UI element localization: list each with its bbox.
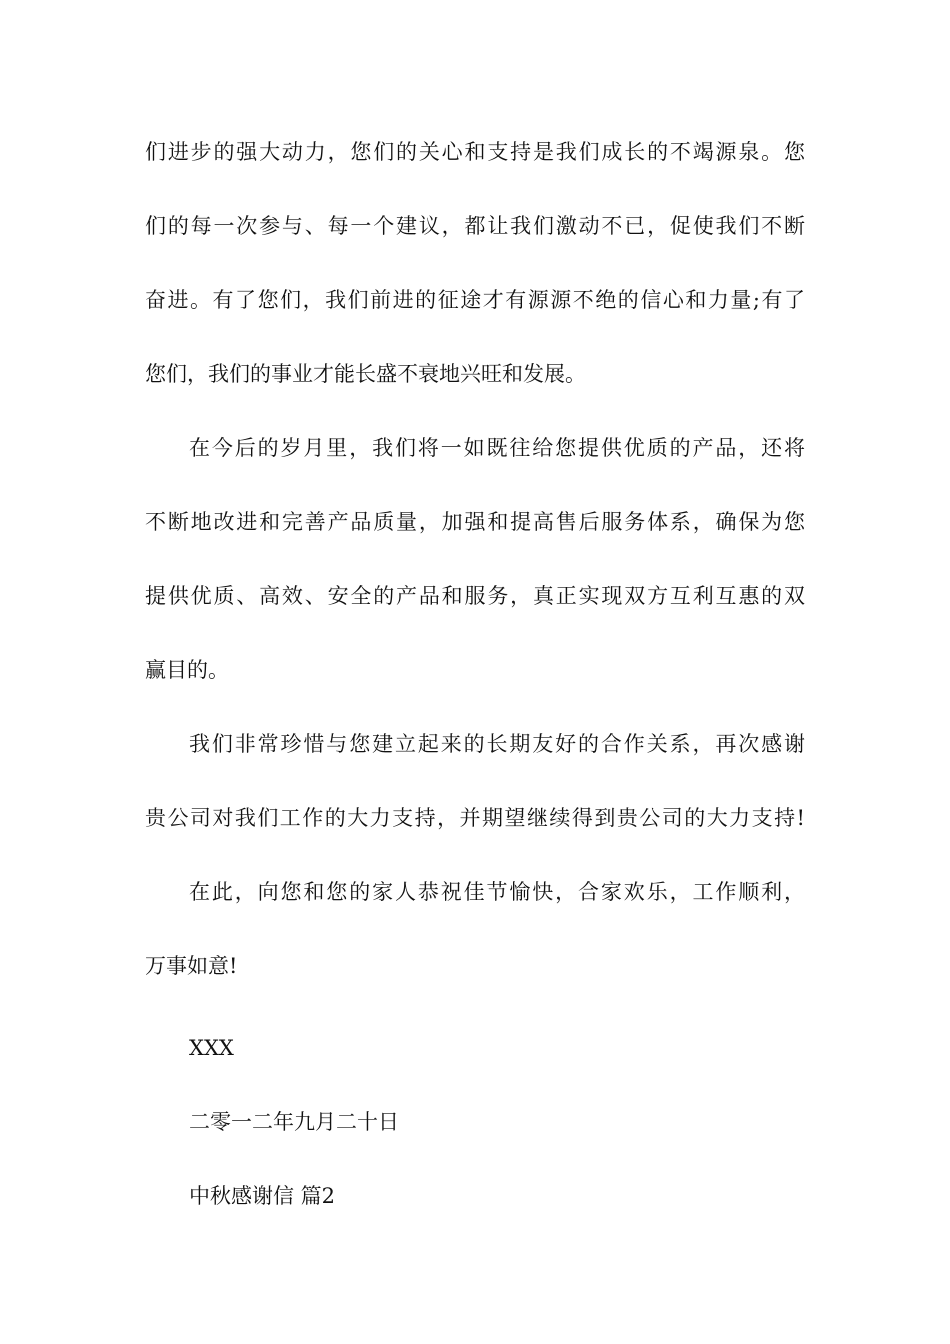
paragraph-3-line-1: 我们非常珍惜与您建立起来的长期友好的合作关系，再次感谢: [189, 732, 805, 756]
signature: XXX: [189, 1036, 234, 1060]
paragraph-4-line-2: 万事如意!: [145, 954, 238, 978]
paragraph-2-line-1: 在今后的岁月里，我们将一如既往给您提供优质的产品，还将: [189, 436, 805, 460]
paragraph-1-line-2: 们的每一次参与、每一个建议，都让我们激动不已，促使我们不断: [145, 214, 805, 238]
letter-date: 二零一二年九月二十日: [189, 1110, 399, 1134]
paragraph-3-line-2: 贵公司对我们工作的大力支持，并期望继续得到贵公司的大力支持!: [145, 806, 805, 830]
paragraph-2-line-4: 赢目的。: [145, 658, 229, 682]
paragraph-2-line-2: 不断地改进和完善产品质量，加强和提高售后服务体系，确保为您: [145, 510, 805, 534]
paragraph-1-line-3: 奋进。有了您们，我们前进的征途才有源源不绝的信心和力量;有了: [145, 288, 805, 312]
next-letter-heading: 中秋感谢信 篇2: [189, 1184, 336, 1208]
paragraph-1-line-4: 您们，我们的事业才能长盛不衰地兴旺和发展。: [145, 362, 586, 386]
paragraph-2-line-3: 提供优质、高效、安全的产品和服务，真正实现双方互利互惠的双: [145, 584, 805, 608]
paragraph-1-line-1: 们进步的强大动力，您们的关心和支持是我们成长的不竭源泉。您: [145, 140, 805, 164]
paragraph-4-line-1: 在此，向您和您的家人恭祝佳节愉快，合家欢乐，工作顺利，: [189, 880, 805, 904]
